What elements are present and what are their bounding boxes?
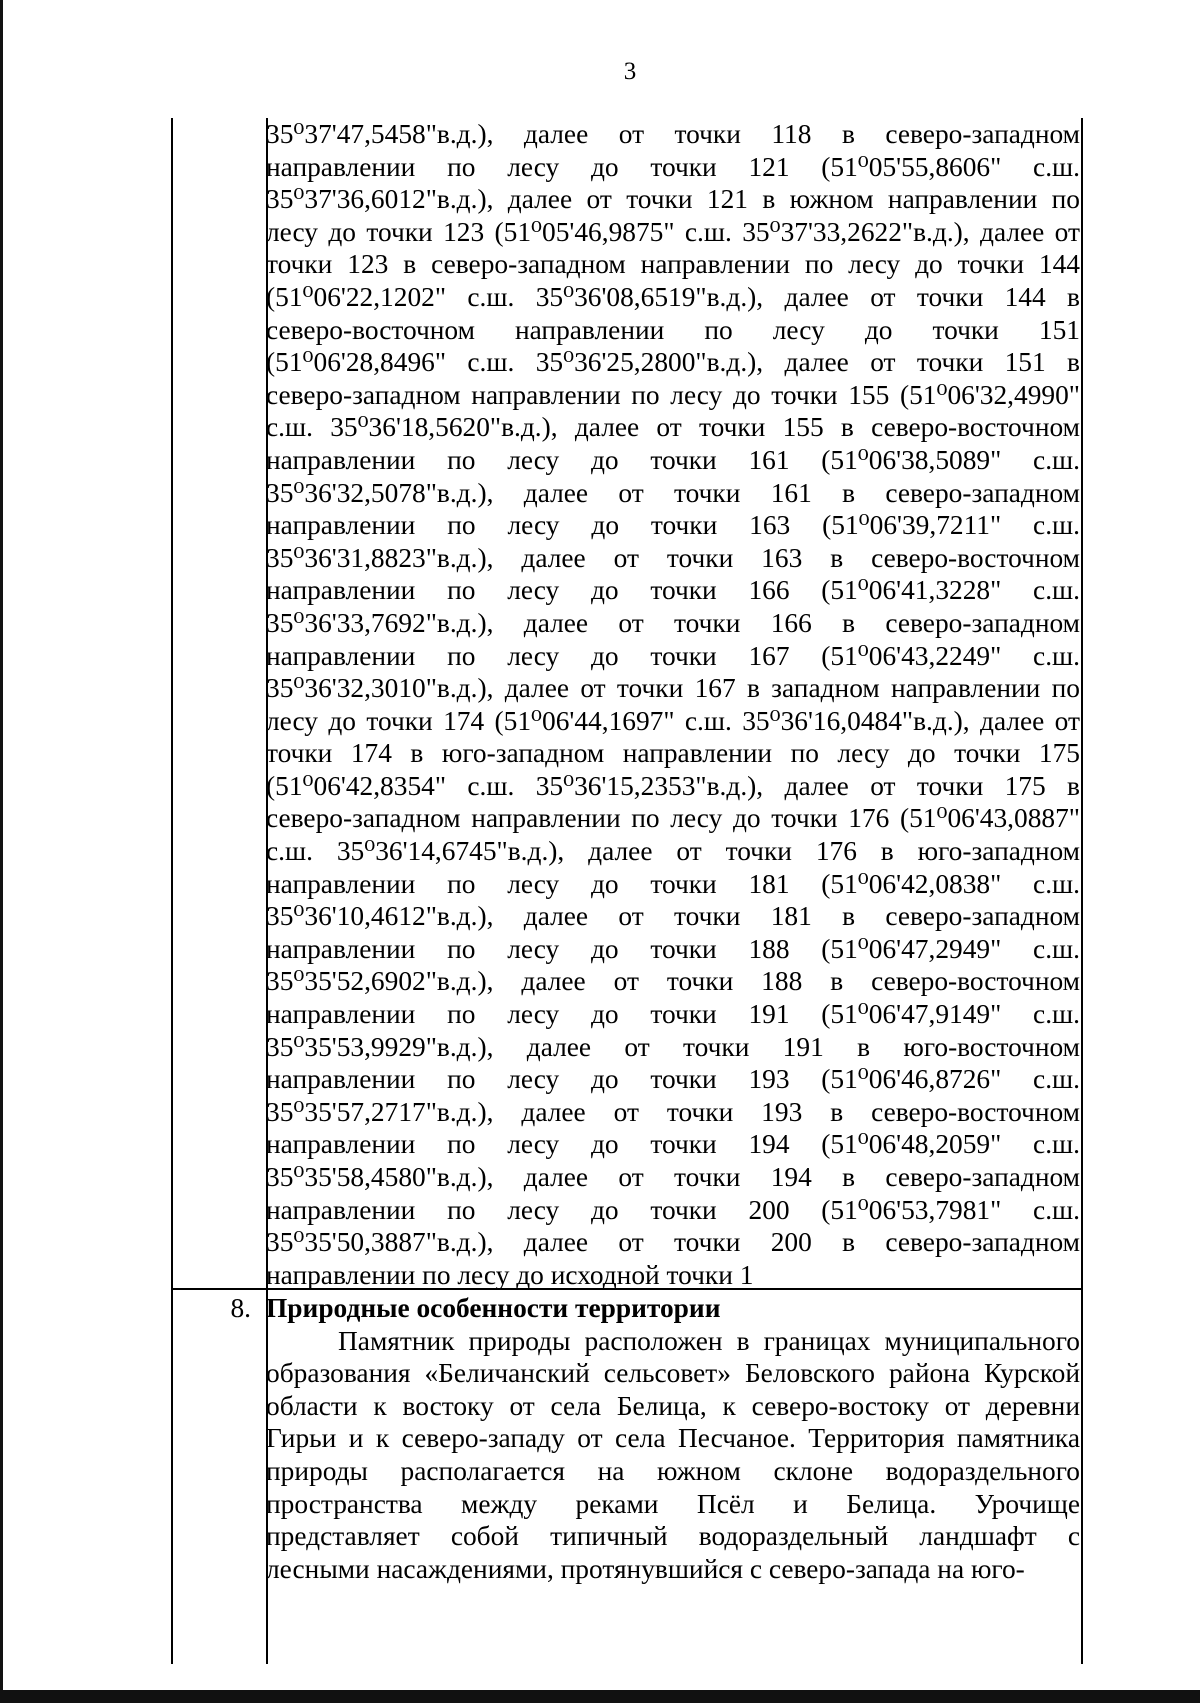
scan-left-edge	[0, 0, 3, 1703]
text-line: направлении по лесу до точки 167 (51⁰06'43,2249" с.ш.	[266, 640, 1080, 671]
text-line: лесу до точки 174 (51⁰06'44,1697" с.ш. 35⁰36'16,0484"в.д.), далее от	[266, 705, 1080, 736]
text-line: 35⁰35'58,4580"в.д.), далее от точки 194 в северо-западном	[266, 1162, 1080, 1192]
text-line: точки 174 в юго-западном направлении по лесу до точки 175	[266, 738, 1080, 769]
text-line: Гирьи и к северо-западу от села Песчаное. Территория памятника	[266, 1423, 1080, 1454]
text-line: природы располагается на южном склоне водораздельного	[266, 1455, 1080, 1486]
text-line: точки 123 в северо-западном направлении по лесу до точки 144	[266, 249, 1080, 280]
text-line: 35⁰35'57,2717"в.д.), далее от точки 193 в северо-восточном	[266, 1096, 1080, 1127]
text-line: образования «Беличанский сельсовет» Беловского района Курской	[266, 1358, 1080, 1389]
text-line: северо-восточном направлении по лесу до точки 151	[266, 314, 1080, 345]
text-line: 35⁰37'47,5458"в.д.), далее от точки 118 в северо-западном	[266, 119, 1080, 149]
text-line: 35⁰36'31,8823"в.д.), далее от точки 163 в северо-восточном	[266, 542, 1080, 573]
text-line: северо-западном направлении по лесу до точки 176 (51⁰06'43,0887"	[266, 803, 1080, 834]
text-line: с.ш. 35⁰36'14,6745"в.д.), далее от точки 176 в юго-западном	[266, 836, 1080, 867]
text-line: направлении по лесу до точки 161 (51⁰06'38,5089" с.ш.	[266, 444, 1080, 475]
text-line: лесу до точки 123 (51⁰05'46,9875" с.ш. 35⁰37'33,2622"в.д.), далее от	[266, 216, 1080, 247]
text-line: направлении по лесу до точки 181 (51⁰06'42,0838" с.ш.	[266, 868, 1080, 899]
row-number: 8.	[230, 1293, 251, 1323]
text-line: 35⁰35'50,3887"в.д.), далее от точки 200 в северо-западном	[266, 1227, 1080, 1258]
text-line: направлении по лесу до точки 166 (51⁰06'41,3228" с.ш.	[266, 575, 1080, 606]
text-line: представляет собой типичный водораздельный ландшафт с	[266, 1521, 1080, 1552]
scan-bottom-edge	[0, 1690, 1200, 1703]
text-line: направлении по лесу до точки 191 (51⁰06'47,9149" с.ш.	[266, 999, 1080, 1030]
table-border-left	[171, 118, 173, 1664]
table-cell-boundary-description	[266, 118, 1080, 1291]
page-number: 3	[623, 58, 637, 85]
text-line: 35⁰36'10,4612"в.д.), далее от точки 181 в северо-западном	[266, 901, 1080, 932]
text-line: с.ш. 35⁰36'18,5620"в.д.), далее от точки 155 в северо-восточном	[266, 412, 1080, 443]
text-line: направлении по лесу до точки 194 (51⁰06'48,2059" с.ш.	[266, 1129, 1080, 1160]
text-line: лесными насаждениями, протянувшийся с северо-запада на юго-	[266, 1553, 1025, 1584]
text-line: 35⁰36'33,7692"в.д.), далее от точки 166 в северо-западном	[266, 607, 1080, 638]
text-line: 35⁰37'36,6012"в.д.), далее от точки 121 в южном направлении по	[266, 184, 1080, 215]
text-line: направлении по лесу до точки 121 (51⁰05'55,8606" с.ш.	[266, 151, 1080, 182]
text-line: (51⁰06'28,8496" с.ш. 35⁰36'25,2800"в.д.), далее от точки 151 в	[266, 347, 1080, 378]
text-line: (51⁰06'22,1202" с.ш. 35⁰36'08,6519"в.д.), далее от точки 144 в	[266, 281, 1080, 312]
text-line: пространства между реками Псёл и Белица. Урочище	[266, 1488, 1080, 1519]
text-line: северо-западном направлении по лесу до точки 155 (51⁰06'32,4990"	[266, 379, 1080, 410]
text-line: 35⁰35'52,6902"в.д.), далее от точки 188 в северо-восточном	[266, 966, 1080, 997]
table-border-right	[1081, 118, 1083, 1664]
text-line: Памятник природы расположен в границах муниципального	[338, 1325, 1080, 1356]
section-heading: Природные особенности территории	[266, 1293, 721, 1323]
text-line: направлении по лесу до точки 193 (51⁰06'46,8726" с.ш.	[266, 1064, 1080, 1095]
table-cell-natural-features	[266, 1292, 1080, 1585]
text-line: направлении по лесу до точки 163 (51⁰06'39,7211" с.ш.	[266, 510, 1080, 541]
text-line: направлении по лесу до точки 200 (51⁰06'53,7981" с.ш.	[266, 1194, 1080, 1225]
text-line: (51⁰06'42,8354" с.ш. 35⁰36'15,2353"в.д.), далее от точки 175 в	[266, 770, 1080, 801]
text-line: 35⁰36'32,3010"в.д.), далее от точки 167 в западном направлении по	[266, 673, 1080, 704]
text-line: области к востоку от села Белица, к северо-востоку от деревни	[266, 1390, 1080, 1421]
text-line: 35⁰35'53,9929"в.д.), далее от точки 191 в юго-восточном	[266, 1031, 1080, 1062]
text-line: направлении по лесу до точки 188 (51⁰06'47,2949" с.ш.	[266, 933, 1080, 964]
text-line: 35⁰36'32,5078"в.д.), далее от точки 161 в северо-западном	[266, 477, 1080, 508]
text-line: направлении по лесу до исходной точки 1	[266, 1259, 754, 1290]
